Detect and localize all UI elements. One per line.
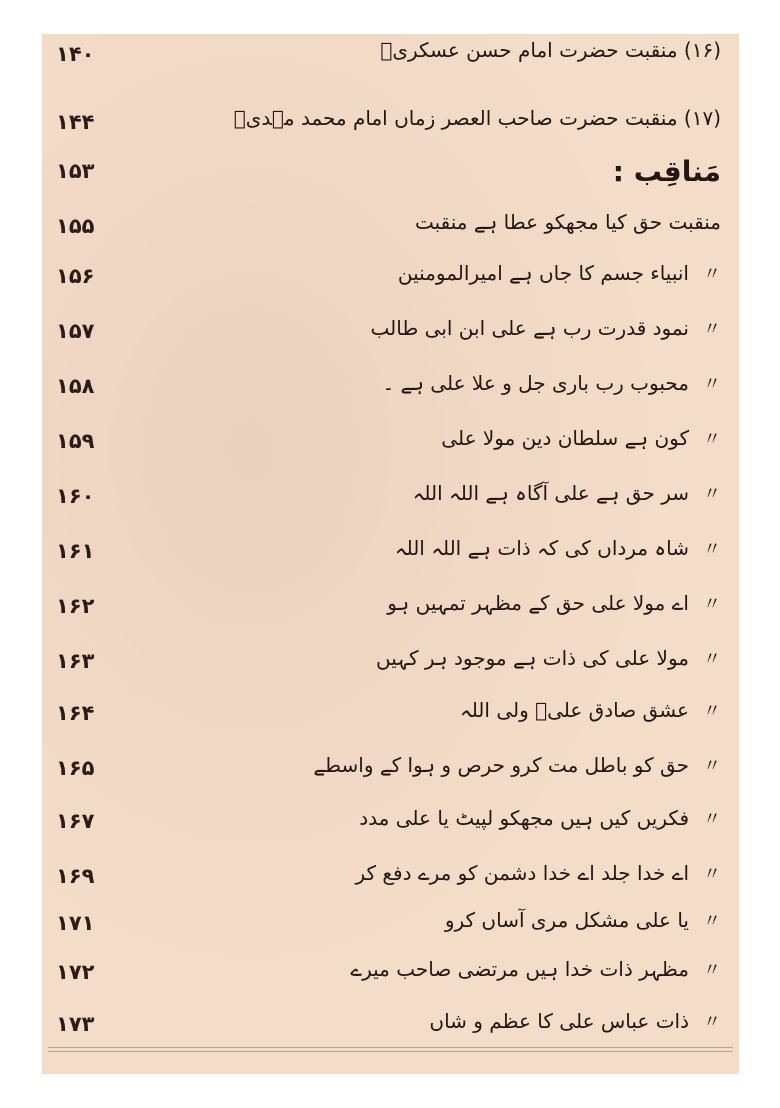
entry-title <box>429 1008 721 1034</box>
entry-title <box>413 480 721 506</box>
page-number: ۱۶۰ <box>56 484 95 508</box>
ditto-mark: 〃 <box>703 960 721 981</box>
toc-entry <box>42 210 739 250</box>
page-number: ۱۵۷ <box>56 319 95 343</box>
entry-title <box>387 590 721 616</box>
page-number: ۱۷۱ <box>56 911 95 935</box>
toc-entry <box>42 697 739 737</box>
entry-title-text: محبوب رب باری جل و علا علی ہے ۔ <box>382 371 689 395</box>
entry-title <box>441 425 721 451</box>
bottom-rule <box>48 1051 733 1052</box>
toc-entry <box>42 535 739 575</box>
page-number: ۱۶۵ <box>56 756 95 780</box>
page-number: ۱۷۲ <box>56 960 95 984</box>
ditto-mark: 〃 <box>703 264 721 285</box>
entry-title <box>460 697 721 723</box>
entry-title-text: حق کو باطل مت کرو حرص و ہوا کے واسطے <box>313 753 689 777</box>
page-number: ۱۶۷ <box>56 809 95 833</box>
entry-title <box>313 752 721 778</box>
toc-entry <box>42 315 739 355</box>
ditto-mark: 〃 <box>703 864 721 885</box>
entry-title <box>415 210 721 234</box>
entry-title <box>395 535 721 561</box>
entry-title <box>234 106 721 130</box>
toc-entry <box>42 645 739 685</box>
entry-title-text: مَناقِب : <box>612 155 721 188</box>
entry-title-text: اے خدا جلد اے خدا دشمن کو مرے دفع کر <box>355 861 689 885</box>
toc-entry <box>42 106 739 146</box>
page-number: ۱۵۳ <box>56 159 95 183</box>
entry-title <box>398 260 721 286</box>
entry-title-text: منقبت حق کیا مجھکو عطا ہے منقبت <box>414 210 721 234</box>
toc-entry <box>42 907 739 947</box>
toc-entry <box>42 1008 739 1048</box>
ditto-mark: 〃 <box>703 756 721 777</box>
entry-title <box>350 956 721 982</box>
entry-title-text: شاہ مرداں کی کہ ذات ہے اللہ اللہ <box>394 536 689 560</box>
ditto-mark: 〃 <box>703 809 721 830</box>
section-heading <box>613 155 721 188</box>
entry-title-text: اے مولا علی حق کے مظہر تمہیں ہو <box>387 591 689 615</box>
page-number: ۱۶۳ <box>56 649 95 673</box>
page-number: ۱۴۴ <box>56 110 95 134</box>
ditto-mark: 〃 <box>703 911 721 932</box>
page-number: ۱۵۵ <box>56 214 95 238</box>
toc-entry <box>42 480 739 520</box>
toc-entry <box>42 860 739 900</box>
document-page <box>42 34 739 1074</box>
toc-entry <box>42 155 739 195</box>
entry-title <box>371 315 721 341</box>
toc-entry <box>42 38 739 78</box>
page-number: ۱۵۸ <box>56 374 95 398</box>
page-number: ۱۷۳ <box>56 1012 95 1036</box>
entry-title-text: کون ہے سلطان دین مولا علی <box>441 426 689 450</box>
entry-title-text: ذات عباس علی کا عظم و شاں <box>429 1009 689 1033</box>
entry-title <box>376 645 721 671</box>
ditto-mark: 〃 <box>703 539 721 560</box>
ditto-mark: 〃 <box>703 429 721 450</box>
ditto-mark: 〃 <box>703 319 721 340</box>
ditto-mark: 〃 <box>703 1012 721 1033</box>
bottom-rule <box>48 1047 733 1048</box>
entry-title <box>380 38 721 62</box>
ditto-mark: 〃 <box>703 484 721 505</box>
entry-title-text: سر حق ہے علی آگاہ ہے اللہ اللہ <box>412 481 689 505</box>
entry-title-text: انبیاء جسم کا جاں ہے امیرالمومنین <box>397 261 689 285</box>
ditto-mark: 〃 <box>703 374 721 395</box>
entry-title-text: (۱۶) منقبت حضرت امام حسن عسکریؑ <box>380 38 721 62</box>
page-number: ۱۶۴ <box>56 701 95 725</box>
toc-entry <box>42 956 739 996</box>
ditto-mark: 〃 <box>703 594 721 615</box>
entry-title-text: مولا علی کی ذات ہے موجود ہر کہیں <box>376 646 689 670</box>
page-number: ۱۶۲ <box>56 594 95 618</box>
entry-title-text: (۱۷) منقبت حضرت صاحب العصر زماں امام محمد مہدیؑ <box>233 106 721 130</box>
page-number: ۱۶۱ <box>56 539 95 563</box>
page-number: ۱۵۹ <box>56 429 95 453</box>
toc-entry <box>42 805 739 845</box>
entry-title <box>382 370 721 396</box>
ditto-mark: 〃 <box>703 649 721 670</box>
entry-title-text: نمود قدرت رب ہے علی ابن ابی طالب <box>370 316 689 340</box>
entry-title-text: عشق صادق علیؑ ولی اللہ <box>459 698 689 722</box>
page-number: ۱۴۰ <box>56 42 95 66</box>
page-number: ۱۵۶ <box>56 264 95 288</box>
entry-title <box>359 805 721 831</box>
entry-title-text: یا علی مشکل مری آساں کرو <box>444 908 689 932</box>
page-number: ۱۶۹ <box>56 864 95 888</box>
entry-title-text: فکریں کیں ہیں مجھکو لپیٹ یا علی مدد <box>359 806 689 830</box>
ditto-mark: 〃 <box>703 701 721 722</box>
toc-entry <box>42 752 739 792</box>
toc-entry <box>42 260 739 300</box>
toc-entry <box>42 590 739 630</box>
entry-title <box>445 907 721 933</box>
toc-entry <box>42 425 739 465</box>
entry-title <box>355 860 721 886</box>
toc-entry <box>42 370 739 410</box>
entry-title-text: مظہر ذات خدا ہیں مرتضی صاحب میرے <box>350 957 689 981</box>
